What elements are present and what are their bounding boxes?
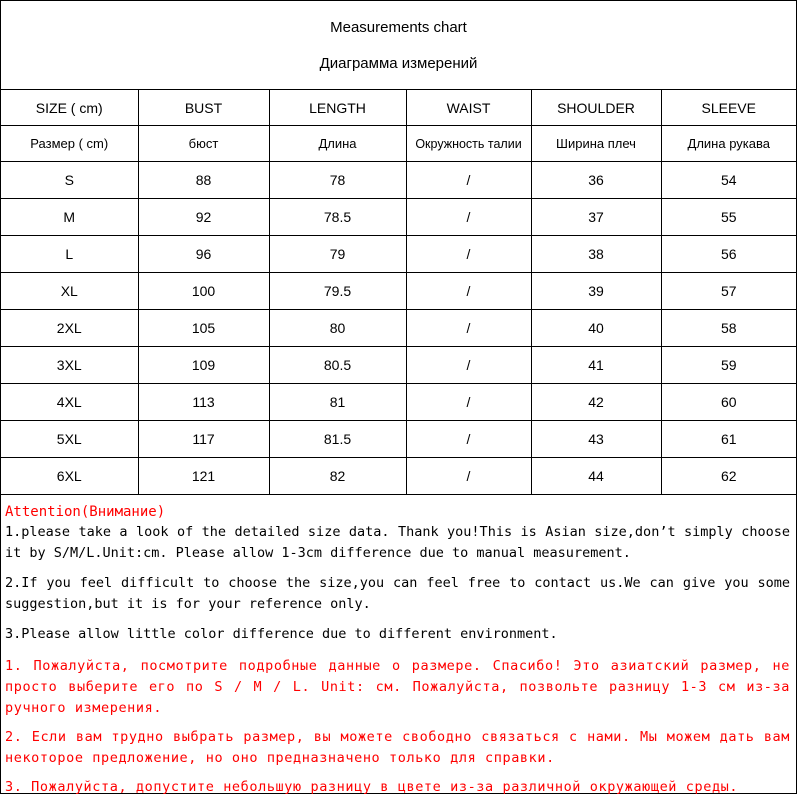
cell-size: 4XL (1, 384, 138, 421)
cell-length: 78.5 (269, 199, 406, 236)
cell-size: M (1, 199, 138, 236)
page-title-russian: Диаграмма измерений (319, 55, 478, 72)
cell-length: 80.5 (269, 347, 406, 384)
cell-shoulder: 41 (531, 347, 661, 384)
cell-length: 79.5 (269, 273, 406, 310)
cell-sleeve: 56 (661, 236, 796, 273)
cell-shoulder: 37 (531, 199, 661, 236)
note-en-2: 2.If you feel difficult to choose the size,you can feel free to contact us.We can give you some suggestion,but it is for your reference only. (5, 575, 790, 612)
column-header-size-ru: Размер ( cm) (1, 126, 138, 162)
column-header-waist-ru: Окружность талии (406, 126, 531, 162)
cell-sleeve: 55 (661, 199, 796, 236)
cell-waist: / (406, 162, 531, 199)
cell-size: S (1, 162, 138, 199)
table-row (1, 384, 796, 421)
table-row (1, 421, 796, 458)
cell-waist: / (406, 421, 531, 458)
cell-bust: 121 (138, 458, 269, 495)
cell-bust: 105 (138, 310, 269, 347)
table-row (1, 199, 796, 236)
attention-heading: Attention(Внимание) (5, 504, 166, 520)
cell-shoulder: 43 (531, 421, 661, 458)
cell-sleeve: 58 (661, 310, 796, 347)
cell-shoulder: 44 (531, 458, 661, 495)
notes-russian (1, 654, 796, 806)
cell-bust: 96 (138, 236, 269, 273)
cell-waist: / (406, 347, 531, 384)
cell-waist: / (406, 384, 531, 421)
cell-sleeve: 61 (661, 421, 796, 458)
cell-waist: / (406, 199, 531, 236)
column-header-length-ru: Длина (269, 126, 406, 162)
cell-sleeve: 62 (661, 458, 796, 495)
cell-size: 2XL (1, 310, 138, 347)
cell-size: L (1, 236, 138, 273)
cell-shoulder: 39 (531, 273, 661, 310)
cell-sleeve: 60 (661, 384, 796, 421)
column-header-size: SIZE ( cm) (1, 90, 138, 126)
measurements-table (1, 89, 796, 495)
cell-shoulder: 42 (531, 384, 661, 421)
cell-size: 3XL (1, 347, 138, 384)
cell-waist: / (406, 310, 531, 347)
cell-shoulder: 38 (531, 236, 661, 273)
column-header-shoulder: SHOULDER (531, 90, 661, 126)
note-en-3: 3.Please allow little color difference due to different environment. (5, 626, 558, 642)
table-header-row-russian (1, 126, 796, 162)
cell-length: 81 (269, 384, 406, 421)
cell-bust: 109 (138, 347, 269, 384)
note-ru-2: 2. Если вам трудно выбрать размер, вы можете свободно связаться с нами. Мы можем дать вам некоторое предложение, но оно предназначено только для справки. (5, 729, 790, 766)
notes-english (1, 522, 796, 654)
cell-length: 81.5 (269, 421, 406, 458)
cell-waist: / (406, 236, 531, 273)
cell-waist: / (406, 273, 531, 310)
cell-length: 79 (269, 236, 406, 273)
cell-size: 5XL (1, 421, 138, 458)
table-header-row-english (1, 90, 796, 126)
column-header-length: LENGTH (269, 90, 406, 126)
cell-bust: 117 (138, 421, 269, 458)
column-header-sleeve-ru: Длина рукава (661, 126, 796, 162)
cell-shoulder: 36 (531, 162, 661, 199)
cell-length: 82 (269, 458, 406, 495)
column-header-sleeve: SLEEVE (661, 90, 796, 126)
cell-length: 80 (269, 310, 406, 347)
note-ru-3: 3. Пожалуйста, допустите небольшую разницу в цвете из-за различной окружающей среды. (5, 779, 739, 795)
column-header-bust: BUST (138, 90, 269, 126)
column-header-waist: WAIST (406, 90, 531, 126)
cell-size: XL (1, 273, 138, 310)
cell-bust: 113 (138, 384, 269, 421)
table-row (1, 458, 796, 495)
table-row (1, 310, 796, 347)
table-row (1, 236, 796, 273)
cell-bust: 88 (138, 162, 269, 199)
note-ru-1: 1. Пожалуйста, посмотрите подробные данные о размере. Спасибо! Этo азиатский размер, не просто выберите его по S / M / L. Unit: см. Пожалуйста, позвольте разницу 1-3 см из-за ручного измерения. (5, 658, 790, 716)
cell-waist: / (406, 458, 531, 495)
page-title: Measurements chart (330, 19, 467, 36)
cell-bust: 92 (138, 199, 269, 236)
cell-sleeve: 57 (661, 273, 796, 310)
cell-length: 78 (269, 162, 406, 199)
table-row (1, 162, 796, 199)
column-header-shoulder-ru: Ширина плеч (531, 126, 661, 162)
cell-shoulder: 40 (531, 310, 661, 347)
table-row (1, 273, 796, 310)
cell-size: 6XL (1, 458, 138, 495)
cell-bust: 100 (138, 273, 269, 310)
note-en-1: 1.please take a look of the detailed size data. Thank you!This is Asian size,don’t simply choose it by S/M/L.Unit:cm. Please allow 1-3cm difference due to manual measurement. (5, 524, 790, 561)
chart-titles (1, 1, 796, 89)
cell-sleeve: 54 (661, 162, 796, 199)
table-row (1, 347, 796, 384)
cell-sleeve: 59 (661, 347, 796, 384)
column-header-bust-ru: бюст (138, 126, 269, 162)
